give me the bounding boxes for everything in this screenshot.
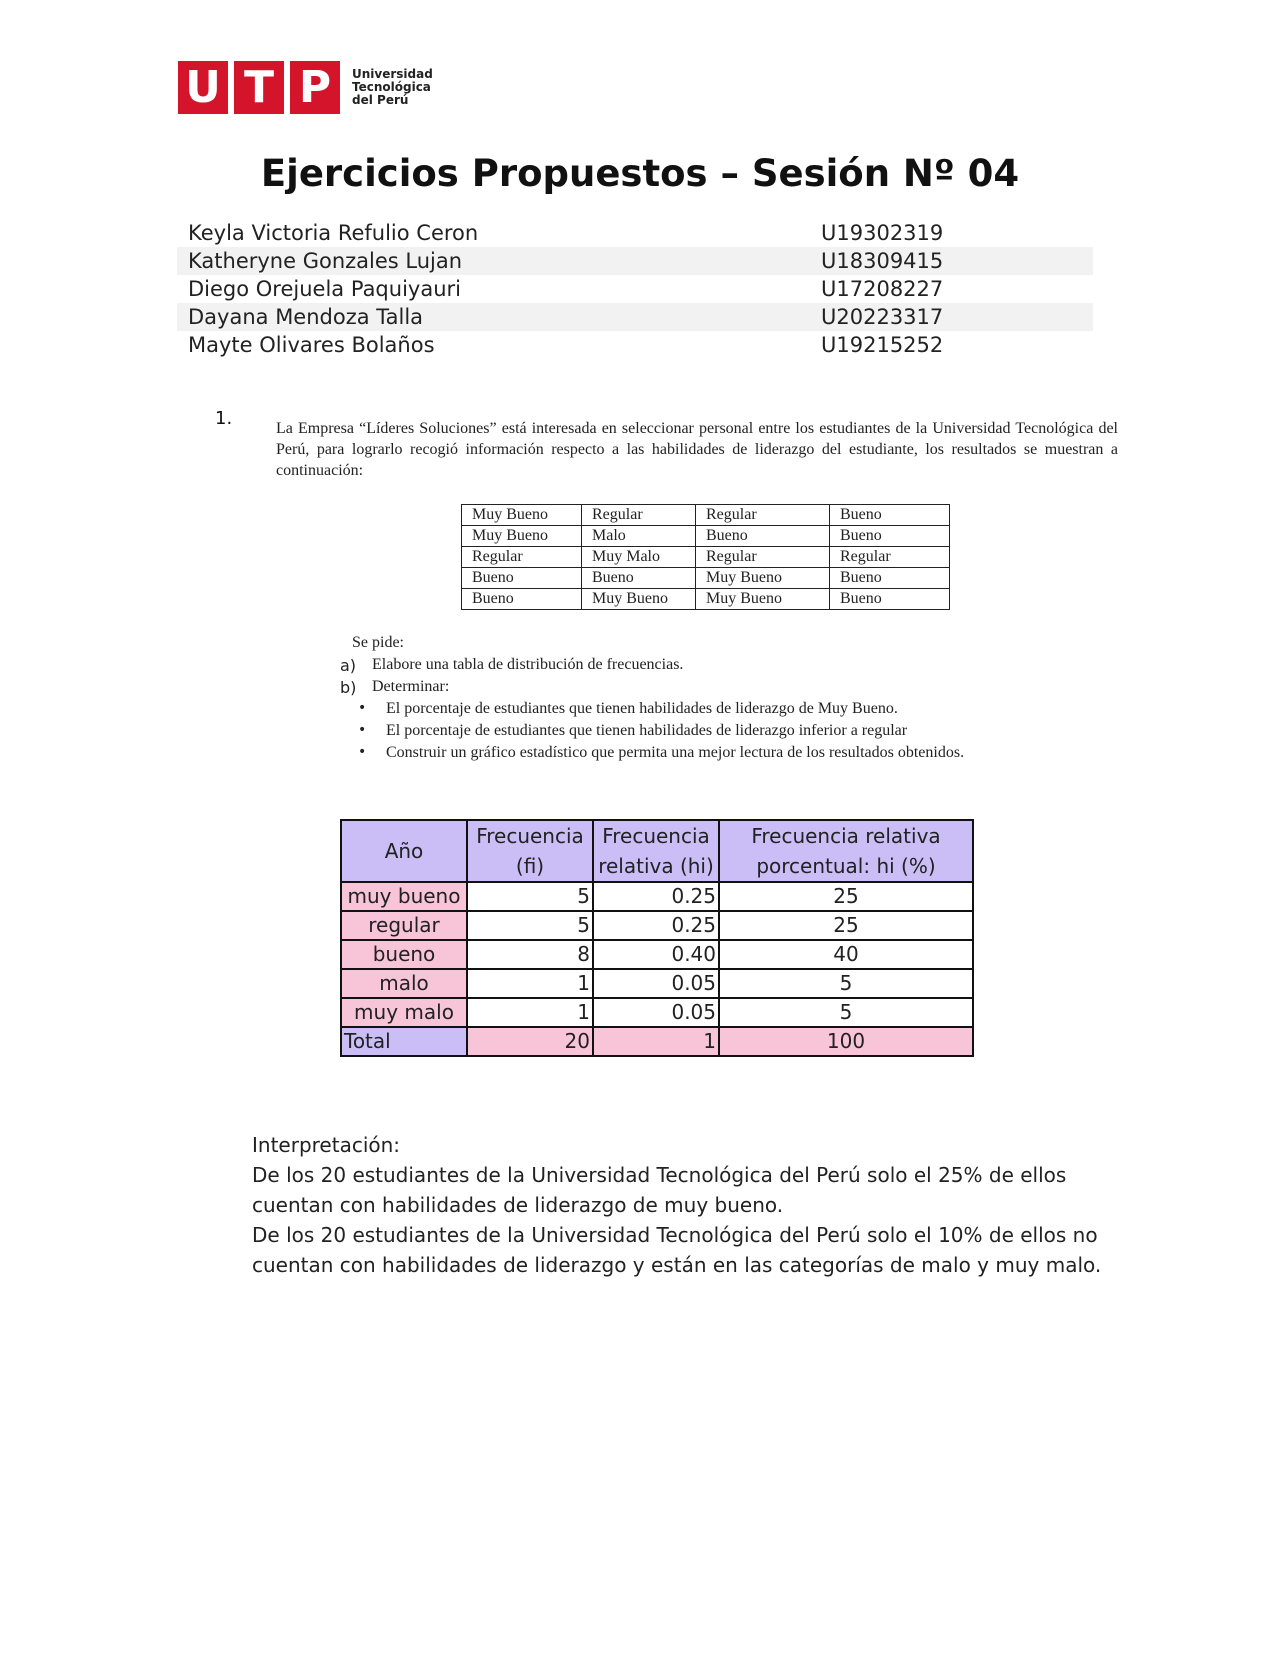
- category-cell: muy malo: [341, 998, 467, 1027]
- exercise-statement: La Empresa “Líderes Soluciones” está interesada en seleccionar personal entre los estudiantes de la Universidad Tecnológica del Perú, para lograrlo recogió información respecto a las habilidades de liderazgo del estudiante, los resultados se muestran a continuación:: [276, 420, 1118, 479]
- member-code: U19215252: [821, 333, 944, 357]
- item-a-text: Elabore una tabla de distribución de frecuencias.: [372, 656, 684, 673]
- pct-cell: 5: [719, 998, 973, 1027]
- table-cell: Regular: [462, 547, 582, 568]
- member-row: [177, 219, 1093, 247]
- fi-cell: 5: [467, 882, 593, 911]
- hi-cell: 0.25: [593, 911, 719, 940]
- pct-cell: 40: [719, 940, 973, 969]
- member-row: [177, 275, 1093, 303]
- page-title: Ejercicios Propuestos – Sesión Nº 04: [260, 152, 1020, 195]
- category-cell: muy bueno: [341, 882, 467, 911]
- logo-text-line3: del Perú: [352, 93, 409, 107]
- member-name: Katheryne Gonzales Lujan: [188, 249, 463, 273]
- member-row: [177, 331, 1093, 359]
- member-code: U19302319: [821, 221, 944, 245]
- bullet-mark: •: [358, 722, 367, 738]
- table-row: [341, 882, 973, 911]
- table-cell: Regular: [582, 505, 696, 526]
- table-row: [462, 505, 950, 526]
- bullet-mark: •: [358, 700, 367, 716]
- member-row: [177, 247, 1093, 275]
- interpretation-paragraph: De los 20 estudiantes de la Universidad Tecnológica del Perú solo el 25% de ellos cuentan con habilidades de liderazgo de muy bueno.: [252, 1163, 1067, 1217]
- fi-cell: 1: [467, 969, 593, 998]
- fi-cell: 8: [467, 940, 593, 969]
- table-cell: Bueno: [830, 505, 950, 526]
- utp-logo: [178, 61, 433, 114]
- table-row: [341, 940, 973, 969]
- member-name: Diego Orejuela Paquiyauri: [188, 277, 461, 301]
- hi-cell: 0.05: [593, 969, 719, 998]
- header-cell-category: Año: [341, 820, 467, 882]
- table-cell: Bueno: [830, 568, 950, 589]
- table-cell: Regular: [696, 505, 830, 526]
- bullet-text: El porcentaje de estudiantes que tienen habilidades de liderazgo de Muy Bueno.: [386, 700, 898, 717]
- fi-cell: 1: [467, 998, 593, 1027]
- table-cell: Muy Malo: [582, 547, 696, 568]
- table-total-row: [341, 1027, 973, 1056]
- members-list: [177, 219, 1093, 359]
- interpretation-heading: Interpretación:: [252, 1133, 401, 1157]
- member-name: Mayte Olivares Bolaños: [188, 333, 435, 357]
- fi-cell: 5: [467, 911, 593, 940]
- table-cell: Bueno: [462, 589, 582, 610]
- member-row: [177, 303, 1093, 331]
- bullet-text: El porcentaje de estudiantes que tienen habilidades de liderazgo inferior a regular: [386, 722, 908, 739]
- table-cell: Bueno: [830, 589, 950, 610]
- member-name: Keyla Victoria Refulio Ceron: [188, 221, 479, 245]
- member-code: U17208227: [821, 277, 944, 301]
- item-b-mark: b): [340, 678, 357, 697]
- table-cell: Muy Bueno: [582, 589, 696, 610]
- member-code: U18309415: [821, 249, 944, 273]
- bullet-mark: •: [358, 744, 367, 760]
- hi-cell: 0.05: [593, 998, 719, 1027]
- total-hi-cell: 1: [593, 1027, 719, 1056]
- table-cell: Malo: [582, 526, 696, 547]
- item-b-text: Determinar:: [372, 678, 450, 695]
- hi-cell: 0.40: [593, 940, 719, 969]
- category-cell: regular: [341, 911, 467, 940]
- table-row: [341, 911, 973, 940]
- logo-letter-u: U: [178, 61, 228, 114]
- member-code: U20223317: [821, 305, 944, 329]
- category-cell: malo: [341, 969, 467, 998]
- table-cell: Muy Bueno: [696, 589, 830, 610]
- total-pct-cell: 100: [719, 1027, 973, 1056]
- bullet-text: Construir un gráfico estadístico que permita una mejor lectura de los resultados obtenidos.: [386, 744, 965, 761]
- header-cell-pct: Frecuencia relativa porcentual: hi (%): [719, 820, 973, 882]
- survey-data-table: [461, 504, 950, 610]
- table-cell: Muy Bueno: [462, 526, 582, 547]
- table-row: [341, 998, 973, 1027]
- frequency-table: [340, 819, 974, 1057]
- logo-letter-p: P: [290, 61, 340, 114]
- pct-cell: 5: [719, 969, 973, 998]
- se-pide-label: Se pide:: [352, 634, 404, 651]
- table-row: [462, 589, 950, 610]
- table-row: [462, 526, 950, 547]
- table-row: [462, 568, 950, 589]
- table-row: [341, 969, 973, 998]
- exercise-number: 1.: [215, 408, 233, 429]
- total-fi-cell: 20: [467, 1027, 593, 1056]
- table-cell: Regular: [696, 547, 830, 568]
- logo-text-line2: Tecnológica: [352, 80, 431, 94]
- pct-cell: 25: [719, 882, 973, 911]
- header-cell-fi: Frecuencia (fi): [467, 820, 593, 882]
- header-cell-hi: Frecuencia relativa (hi): [593, 820, 719, 882]
- interpretation-paragraph: De los 20 estudiantes de la Universidad Tecnológica del Perú solo el 10% de ellos no cuentan con habilidades de liderazgo y están en las categorías de malo y muy malo.: [252, 1223, 1102, 1277]
- logo-letter-t: T: [234, 61, 284, 114]
- table-cell: Muy Bueno: [462, 505, 582, 526]
- table-cell: Regular: [830, 547, 950, 568]
- hi-cell: 0.25: [593, 882, 719, 911]
- pct-cell: 25: [719, 911, 973, 940]
- logo-letters: [178, 61, 340, 114]
- table-cell: Bueno: [582, 568, 696, 589]
- table-row: [462, 547, 950, 568]
- table-cell: Bueno: [462, 568, 582, 589]
- logo-text-line1: Universidad: [352, 67, 433, 81]
- table-header-row: [341, 820, 973, 882]
- interpretation-section: [252, 1130, 1112, 1280]
- table-cell: Bueno: [696, 526, 830, 547]
- item-a-mark: a): [340, 656, 357, 675]
- category-cell: bueno: [341, 940, 467, 969]
- table-cell: Bueno: [830, 526, 950, 547]
- table-cell: Muy Bueno: [696, 568, 830, 589]
- total-label-cell: Total: [341, 1027, 467, 1056]
- member-name: Dayana Mendoza Talla: [188, 305, 424, 329]
- logo-text: [352, 68, 433, 107]
